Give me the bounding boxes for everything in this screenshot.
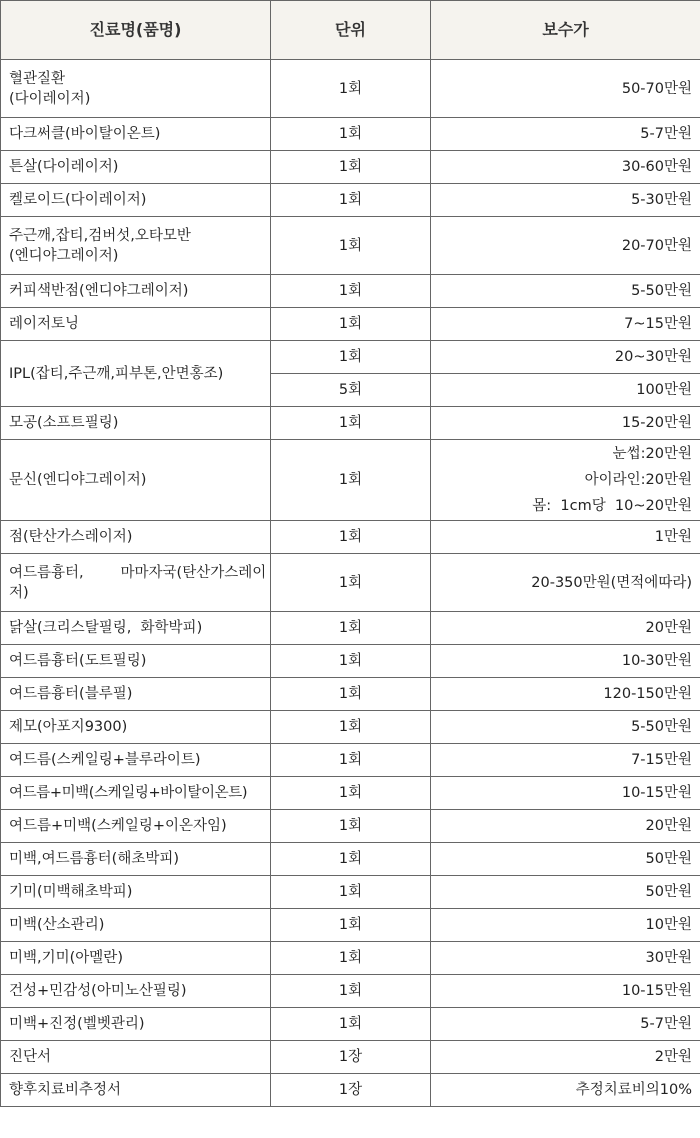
row-unit: 1회	[271, 678, 431, 711]
row-unit: 1회	[271, 521, 431, 554]
row-price: 5-50만원	[431, 275, 700, 308]
table-row	[1, 521, 700, 554]
row-name: 문신(엔디야그레이저)	[1, 440, 271, 521]
row-price: 2만원	[431, 1041, 700, 1074]
table-row	[1, 1041, 700, 1074]
row-unit: 1회	[271, 60, 431, 118]
row-name: 여드름+미백(스케일링+바이탈이온트)	[1, 777, 271, 810]
header-name: 진료명(품명)	[1, 1, 271, 60]
row-unit: 1회	[271, 1008, 431, 1041]
row-price: 5-7만원	[431, 1008, 700, 1041]
table-row	[1, 711, 700, 744]
row-price: 10-15만원	[431, 777, 700, 810]
table-row	[1, 678, 700, 711]
row-name: 여드름(스케일링+블루라이트)	[1, 744, 271, 777]
row-name: 혈관질환 (다이레이저)	[1, 60, 271, 118]
row-price: 추정치료비의10%	[431, 1074, 700, 1107]
table-row	[1, 843, 700, 876]
row-unit: 1회	[271, 217, 431, 275]
row-name: 여드름흉터(도트필링)	[1, 645, 271, 678]
row-unit: 1회	[271, 777, 431, 810]
row-unit: 1회	[271, 843, 431, 876]
row-price: 50만원	[431, 876, 700, 909]
row-unit: 1회	[271, 645, 431, 678]
row-name: 미백,기미(아멜란)	[1, 942, 271, 975]
table-row	[1, 554, 700, 612]
row-name: 커피색반점(엔디야그레이저)	[1, 275, 271, 308]
table-row	[1, 975, 700, 1008]
row-unit: 1회	[271, 810, 431, 843]
row-unit: 1회	[271, 275, 431, 308]
row-price: 20-70만원	[431, 217, 700, 275]
table-row	[1, 1008, 700, 1041]
row-unit: 1회	[271, 308, 431, 341]
row-name: 점(탄산가스레이저)	[1, 521, 271, 554]
row-price: 30만원	[431, 942, 700, 975]
table-row	[1, 341, 700, 374]
row-price: 120-150만원	[431, 678, 700, 711]
row-price: 100만원	[431, 374, 700, 407]
row-unit: 1회	[271, 554, 431, 612]
row-unit: 1회	[271, 612, 431, 645]
row-name: 기미(미백해초박피)	[1, 876, 271, 909]
row-unit: 1장	[271, 1074, 431, 1107]
row-price: 5-50만원	[431, 711, 700, 744]
row-name: 다크써클(바이탈이온트)	[1, 118, 271, 151]
table-row	[1, 60, 700, 118]
table-row	[1, 942, 700, 975]
row-unit: 1회	[271, 118, 431, 151]
row-unit: 1회	[271, 407, 431, 440]
row-name: IPL(잡티,주근깨,피부톤,안면홍조)	[1, 341, 271, 407]
row-price: 눈썹:20만원 아이라인:20만원 몸: 1cm당 10~20만원	[431, 440, 700, 521]
row-price: 5-30만원	[431, 184, 700, 217]
row-name: 향후치료비추정서	[1, 1074, 271, 1107]
table-row	[1, 612, 700, 645]
row-unit: 1회	[271, 440, 431, 521]
row-unit: 1회	[271, 184, 431, 217]
row-unit: 1회	[271, 876, 431, 909]
row-price: 1만원	[431, 521, 700, 554]
row-price: 20~30만원	[431, 341, 700, 374]
row-name: 주근깨,잡티,검버섯,오타모반 (엔디야그레이저)	[1, 217, 271, 275]
row-price: 7-15만원	[431, 744, 700, 777]
row-unit: 1회	[271, 711, 431, 744]
row-name: 모공(소프트필링)	[1, 407, 271, 440]
table-row	[1, 308, 700, 341]
row-unit: 1회	[271, 744, 431, 777]
row-price: 10-15만원	[431, 975, 700, 1008]
table-row	[1, 184, 700, 217]
row-unit: 5회	[271, 374, 431, 407]
row-name: 켈로이드(다이레이저)	[1, 184, 271, 217]
table-row	[1, 744, 700, 777]
row-price: 20-350만원(면적에따라)	[431, 554, 700, 612]
table-row	[1, 407, 700, 440]
row-price: 50만원	[431, 843, 700, 876]
row-unit: 1회	[271, 909, 431, 942]
table-row	[1, 876, 700, 909]
table-row	[1, 151, 700, 184]
row-name: 닭살(크리스탈필링, 화학박피)	[1, 612, 271, 645]
row-price: 10-30만원	[431, 645, 700, 678]
row-price: 5-7만원	[431, 118, 700, 151]
row-price: 10만원	[431, 909, 700, 942]
table-row	[1, 275, 700, 308]
row-price: 20만원	[431, 612, 700, 645]
row-name: 미백+진정(벨벳관리)	[1, 1008, 271, 1041]
row-name: 건성+민감성(아미노산필링)	[1, 975, 271, 1008]
row-name: 튼살(다이레이저)	[1, 151, 271, 184]
table-row	[1, 645, 700, 678]
row-name: 제모(아포지9300)	[1, 711, 271, 744]
row-name: 미백,여드름흉터(해초박피)	[1, 843, 271, 876]
row-unit: 1회	[271, 975, 431, 1008]
row-unit: 1장	[271, 1041, 431, 1074]
row-name: 미백(산소관리)	[1, 909, 271, 942]
table-row	[1, 1074, 700, 1107]
header-price: 보수가	[431, 1, 700, 60]
row-unit: 1회	[271, 151, 431, 184]
table-row	[1, 440, 700, 521]
row-name: 여드름흉터(블루필)	[1, 678, 271, 711]
row-price: 30-60만원	[431, 151, 700, 184]
header-unit: 단위	[271, 1, 431, 60]
row-price: 15-20만원	[431, 407, 700, 440]
table-row	[1, 118, 700, 151]
row-name: 여드름+미백(스케일링+이온자임)	[1, 810, 271, 843]
table-row	[1, 909, 700, 942]
table-row	[1, 217, 700, 275]
header-row	[1, 1, 700, 60]
row-price: 7~15만원	[431, 308, 700, 341]
row-name: 진단서	[1, 1041, 271, 1074]
row-price: 50-70만원	[431, 60, 700, 118]
table-row	[1, 777, 700, 810]
table-row	[1, 810, 700, 843]
row-name: 여드름흉터, 마마자국(탄산가스레이 저)	[1, 554, 271, 612]
row-name: 레이저토닝	[1, 308, 271, 341]
row-price: 20만원	[431, 810, 700, 843]
row-unit: 1회	[271, 341, 431, 374]
row-unit: 1회	[271, 942, 431, 975]
